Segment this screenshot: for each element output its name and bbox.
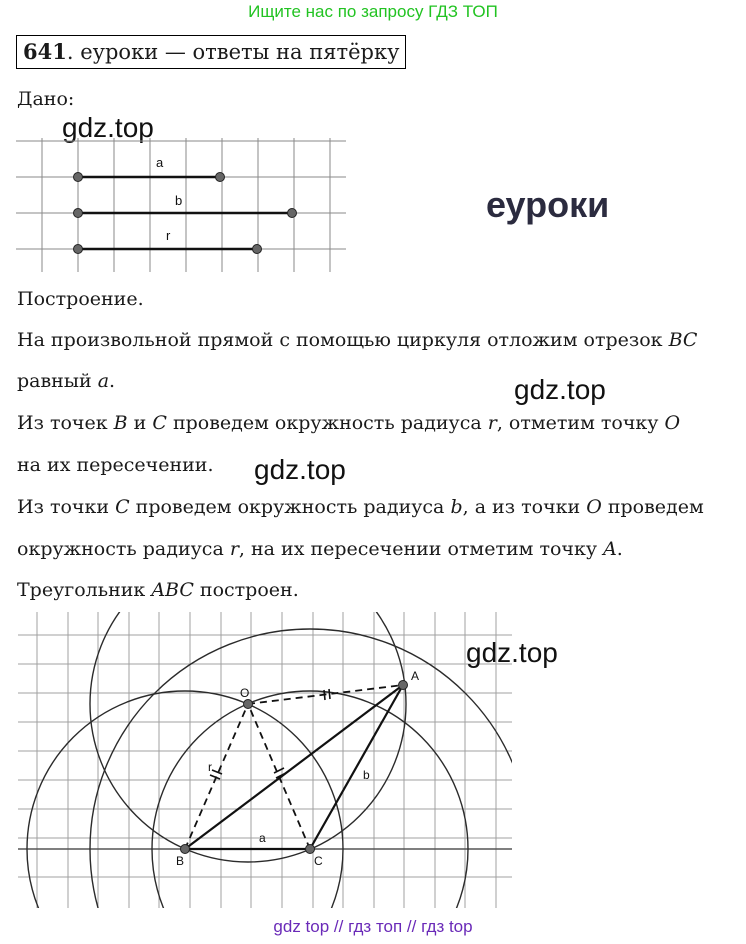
text-line-5: Из точки C проведем окружность радиуса b, а из точки O проведем [17,496,704,518]
task-number: 641 [23,39,67,64]
side-ab [185,685,403,849]
task-header [16,35,406,69]
circle-c-radius-r [152,691,468,908]
point [253,245,262,254]
circle-o-radius-r [90,612,406,862]
text-line-7: Треугольник ABC построен. [17,579,299,601]
task-title: . еуроки — ответы на пятёрку [66,40,400,64]
top-banner[interactable]: Ищите нас по запросу ГДЗ ТОП [248,2,498,21]
footer-links[interactable]: gdz top // гдз топ // гдз top [273,917,473,936]
label-segment-a: a [259,831,266,845]
watermark: gdz.top [514,374,606,405]
text-line-1: На произвольной прямой с помощью циркуля отложим отрезок BC [17,329,698,351]
text-line-2: равный a. [17,370,116,392]
label-segment-r: r [208,760,212,774]
label-o-point: O [240,686,250,700]
text-line-6: окружность радиуса r, на их пересечении отметим точку A. [17,538,623,560]
dashed-bo [185,704,248,849]
tick-mark [324,690,325,700]
point-c [306,845,315,854]
text-line-3: Из точек B и C проведем окружность радиуса r, отметим точку O [17,412,681,434]
side-ac [310,685,403,849]
brand-logo: еуроки [486,184,610,225]
watermark: gdz.top [62,112,154,143]
watermark: gdz.top [254,454,346,485]
text-line-4: на их пересечении. [17,454,214,476]
point [74,173,83,182]
construction-figure [0,612,512,908]
label-segment-b: b [363,768,370,782]
construction-heading: Построение. [17,288,144,310]
point-b [181,845,190,854]
tick-mark [329,689,330,699]
point [288,209,297,218]
label-r: r [166,228,171,243]
label-b-point: B [176,854,185,868]
label-a: a [156,155,164,170]
label-b: b [175,193,183,208]
label-a-point: A [411,669,420,683]
point-o [244,700,253,709]
point [74,245,83,254]
label-c-point: C [314,854,323,868]
point [216,173,225,182]
given-segments-figure [16,138,346,274]
given-label: Дано: [17,88,75,110]
watermark: gdz.top [466,637,558,668]
point-a [399,681,408,690]
grid [18,612,512,908]
circle-b-radius-r [27,691,343,908]
point [74,209,83,218]
